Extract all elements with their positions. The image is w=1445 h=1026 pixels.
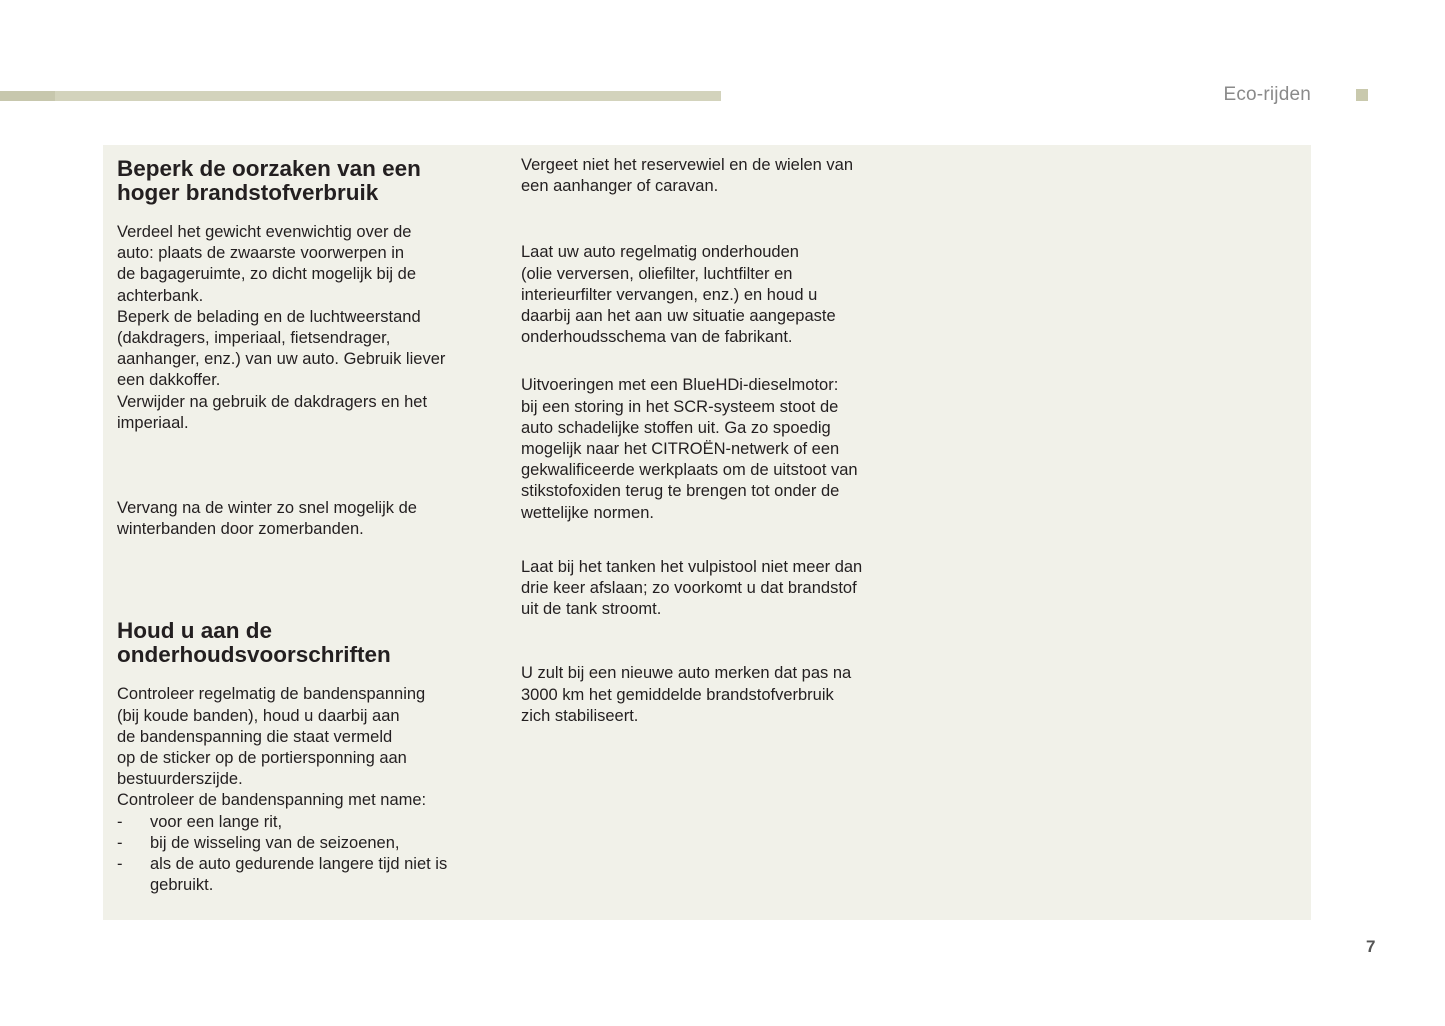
text-line: wettelijke normen. <box>521 503 654 522</box>
bullet-dash: - <box>117 833 123 852</box>
paragraph-spare-wheel <box>521 155 901 197</box>
text-line: Vervang na de winter zo snel mogelijk de <box>117 499 417 518</box>
text-line: achterbank. <box>117 286 204 305</box>
text-line: mogelijk naar het CITROËN-netwerk of een <box>521 440 840 459</box>
right-column <box>521 145 901 727</box>
list-item <box>117 854 487 896</box>
text-line: een aanhanger of caravan. <box>521 177 719 196</box>
content-panel <box>103 145 1311 920</box>
text-line: (olie verversen, oliefilter, luchtfilter en <box>521 264 793 283</box>
list-item-text: als de auto gedurende langere tijd niet is gebruikt. <box>150 855 448 895</box>
text-line: daarbij aan het aan uw situatie aangepaste <box>521 307 836 326</box>
text-line: de bagageruimte, zo dicht mogelijk bij de <box>117 265 417 284</box>
tyre-check-list <box>117 812 487 897</box>
text-line: imperiaal. <box>117 413 189 432</box>
text-line: winterbanden door zomerbanden. <box>117 520 364 539</box>
heading-line: onderhoudsvoorschriften <box>117 642 391 668</box>
heading-line: hoger brandstofverbruik <box>117 180 379 205</box>
text-line: Laat bij het tanken het vulpistool niet meer dan <box>521 557 863 576</box>
list-item <box>117 812 487 833</box>
text-line: bij een storing in het SCR-systeem stoot de <box>521 397 839 416</box>
list-item-text: voor een lange rit, <box>150 812 283 831</box>
page-number: 7 <box>1366 937 1376 956</box>
text-line: Beperk de belading en de luchtweerstand <box>117 307 421 326</box>
text-line: Verdeel het gewicht evenwichtig over de <box>117 223 412 241</box>
text-line: stikstofoxiden terug te brengen tot onder de <box>521 482 840 501</box>
text-line: auto: plaats de zwaarste voorwerpen in <box>117 244 405 263</box>
paragraph-new-car <box>521 663 901 727</box>
chapter-title: Eco-rijden <box>1223 84 1311 105</box>
text-line: Controleer regelmatig de bandenspanning <box>117 685 426 704</box>
section-heading-fuel <box>117 157 487 205</box>
text-line: de bandenspanning die staat vermeld <box>117 727 393 746</box>
paragraph-weight-distribution <box>117 222 487 434</box>
text-line: Vergeet niet het reservewiel en de wielen van <box>521 156 854 174</box>
heading-line: Houd u aan de <box>117 618 273 644</box>
paragraph-refuelling <box>521 557 901 621</box>
heading-line: Beperk de oorzaken van een <box>117 156 421 181</box>
text-line: zich stabiliseert. <box>521 706 639 725</box>
text-line: drie keer afslaan; zo voorkomt u dat brandstof <box>521 579 857 598</box>
text-line: (bij koude banden), houd u daarbij aan <box>117 706 400 725</box>
section-heading-maintenance <box>117 619 487 667</box>
text-line: een dakkoffer. <box>117 371 221 390</box>
text-line: 3000 km het gemiddelde brandstofverbruik <box>521 685 834 704</box>
header-bar-accent <box>0 91 55 101</box>
text-line: (dakdragers, imperiaal, fietsendrager, <box>117 329 391 348</box>
text-line: uit de tank stroomt. <box>521 600 662 619</box>
text-line: Uitvoeringen met een BlueHDi-dieselmotor: <box>521 376 839 395</box>
bullet-dash: - <box>117 812 123 831</box>
text-line: op de sticker op de portiersponning aan <box>117 749 407 768</box>
text-line: gekwalificeerde werkplaats om de uitstoot van <box>521 461 858 480</box>
text-line: U zult bij een nieuwe auto merken dat pas na <box>521 664 852 683</box>
paragraph-winter-tyres <box>117 498 487 540</box>
list-item <box>117 833 487 854</box>
text-line: Laat uw auto regelmatig onderhouden <box>521 243 799 262</box>
text-line: interieurfilter vervangen, enz.) en houd u <box>521 285 818 304</box>
text-line: Verwijder na gebruik de dakdragers en het <box>117 392 428 411</box>
left-column <box>117 145 487 896</box>
paragraph-tyre-pressure <box>117 684 487 811</box>
paragraph-bluehdi <box>521 375 901 523</box>
paragraph-service <box>521 242 901 348</box>
text-line: auto schadelijke stoffen uit. Ga zo spoedig <box>521 418 831 437</box>
text-line: onderhoudsschema van de fabrikant. <box>521 328 793 347</box>
bullet-dash: - <box>117 855 123 874</box>
header-decorative-bar <box>0 91 721 101</box>
text-line: bestuurderszijde. <box>117 770 243 789</box>
text-line: aanhanger, enz.) van uw auto. Gebruik liever <box>117 350 446 369</box>
chapter-marker-square <box>1356 89 1368 101</box>
text-line: Controleer de bandenspanning met name: <box>117 791 427 810</box>
list-item-text: bij de wisseling van de seizoenen, <box>150 833 400 852</box>
